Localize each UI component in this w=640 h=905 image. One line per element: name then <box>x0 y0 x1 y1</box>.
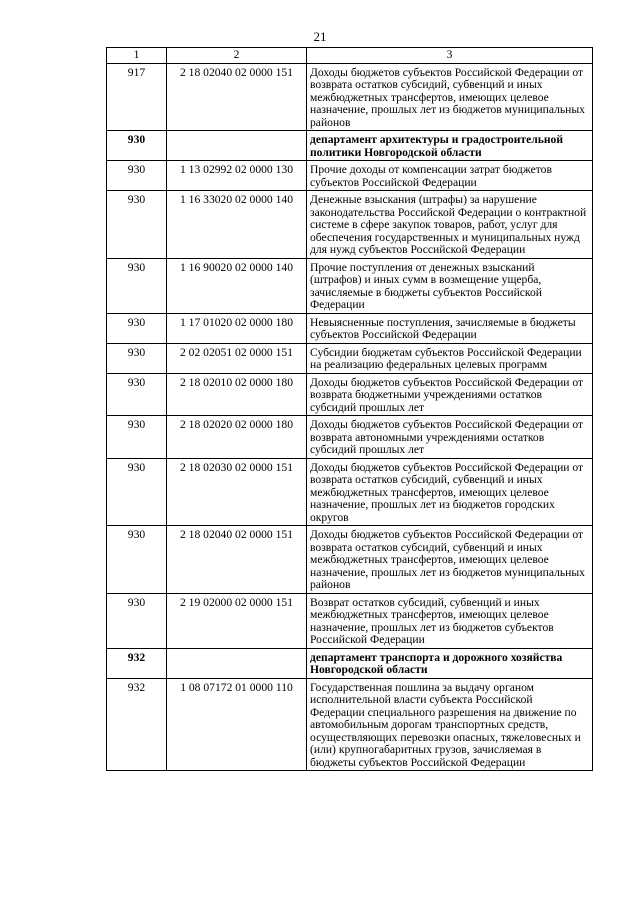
row-admin-code: 930 <box>107 258 167 313</box>
row-budget-code: 1 13 02992 02 0000 130 <box>167 161 307 191</box>
table-body <box>107 63 593 771</box>
row-description: Прочие доходы от компенсации затрат бюджетов субъектов Российской Федерации <box>307 161 593 191</box>
table-row <box>107 458 593 526</box>
table-row <box>107 161 593 191</box>
column-header-1: 1 <box>107 48 167 64</box>
row-admin-code: 930 <box>107 373 167 416</box>
row-budget-code: 2 18 02040 02 0000 151 <box>167 63 307 131</box>
table-row <box>107 191 593 259</box>
table-header-row <box>107 48 593 64</box>
row-budget-code: 2 18 02040 02 0000 151 <box>167 526 307 594</box>
row-admin-code: 930 <box>107 161 167 191</box>
row-description: Субсидии бюджетам субъектов Российской Федерации на реализацию федеральных целевых программ <box>307 343 593 373</box>
row-description: Доходы бюджетов субъектов Российской Федерации от возврата остатков субсидий, субвенций и иных межбюджетных трансфертов, имеющих целевое назначение, прошлых лет из бюджетов городских округов <box>307 458 593 526</box>
table-row <box>107 373 593 416</box>
table-row <box>107 258 593 313</box>
row-budget-code: 1 16 33020 02 0000 140 <box>167 191 307 259</box>
row-budget-code: 2 18 02030 02 0000 151 <box>167 458 307 526</box>
row-description: Доходы бюджетов субъектов Российской Федерации от возврата автономными учреждениями остатков субсидий прошлых лет <box>307 416 593 459</box>
row-budget-code: 2 02 02051 02 0000 151 <box>167 343 307 373</box>
row-admin-code: 930 <box>107 191 167 259</box>
table-row <box>107 63 593 131</box>
column-header-2: 2 <box>167 48 307 64</box>
table-row <box>107 343 593 373</box>
row-description: Денежные взыскания (штрафы) за нарушение законодательства Российской Федерации о контрактной системе в сфере закупок товаров, работ, услуг для обеспечения государственных и муниципальных нужд для нужд субъектов Российской Федерации <box>307 191 593 259</box>
row-admin-code: 932 <box>107 648 167 678</box>
row-description: Государственная пошлина за выдачу органом исполнительной власти субъекта Российской Федерации специального разрешения на движение по автомобильным дорогам транспортных средств, осуществляющих перевозки опасных, тяжеловесных и (или) крупногабаритных грузов, зачисляемая в бюджеты субъектов Российской Федерации <box>307 678 593 771</box>
table-row <box>107 526 593 594</box>
row-admin-code: 932 <box>107 678 167 771</box>
row-admin-code: 930 <box>107 526 167 594</box>
row-admin-code: 930 <box>107 313 167 343</box>
table-row <box>107 416 593 459</box>
row-admin-code: 930 <box>107 131 167 161</box>
row-description: Невыясненные поступления, зачисляемые в бюджеты субъектов Российской Федерации <box>307 313 593 343</box>
row-description: Прочие поступления от денежных взысканий (штрафов) и иных сумм в возмещение ущерба, зачисляемые в бюджеты субъектов Российской Федерации <box>307 258 593 313</box>
row-admin-code: 930 <box>107 593 167 648</box>
row-description: Доходы бюджетов субъектов Российской Федерации от возврата остатков субсидий, субвенций и иных межбюджетных трансфертов, имеющих целевое назначение, прошлых лет из бюджетов муниципальных районов <box>307 63 593 131</box>
row-budget-code: 1 17 01020 02 0000 180 <box>167 313 307 343</box>
row-budget-code: 2 18 02020 02 0000 180 <box>167 416 307 459</box>
row-budget-code: 1 16 90020 02 0000 140 <box>167 258 307 313</box>
row-description: Возврат остатков субсидий, субвенций и иных межбюджетных трансфертов, имеющих целевое назначение, прошлых лет из бюджетов субъектов Российской Федерации <box>307 593 593 648</box>
table-row <box>107 593 593 648</box>
page-number: 21 <box>313 29 327 44</box>
row-admin-code: 917 <box>107 63 167 131</box>
table-row <box>107 313 593 343</box>
row-budget-code <box>167 648 307 678</box>
row-description: департамент транспорта и дорожного хозяйства Новгородской области <box>307 648 593 678</box>
department-row <box>107 131 593 161</box>
row-budget-code <box>167 131 307 161</box>
row-description: Доходы бюджетов субъектов Российской Федерации от возврата остатков субсидий, субвенций и иных межбюджетных трансфертов, имеющих целевое назначение, прошлых лет из бюджетов муниципальных районов <box>307 526 593 594</box>
budget-classification-table <box>106 47 593 771</box>
row-admin-code: 930 <box>107 343 167 373</box>
row-budget-code: 2 19 02000 02 0000 151 <box>167 593 307 648</box>
table-row <box>107 678 593 771</box>
row-admin-code: 930 <box>107 416 167 459</box>
row-budget-code: 1 08 07172 01 0000 110 <box>167 678 307 771</box>
row-description: департамент архитектуры и градостроительной политики Новгородской области <box>307 131 593 161</box>
row-budget-code: 2 18 02010 02 0000 180 <box>167 373 307 416</box>
department-row <box>107 648 593 678</box>
row-description: Доходы бюджетов субъектов Российской Федерации от возврата бюджетными учреждениями остатков субсидий прошлых лет <box>307 373 593 416</box>
column-header-3: 3 <box>307 48 593 64</box>
row-admin-code: 930 <box>107 458 167 526</box>
